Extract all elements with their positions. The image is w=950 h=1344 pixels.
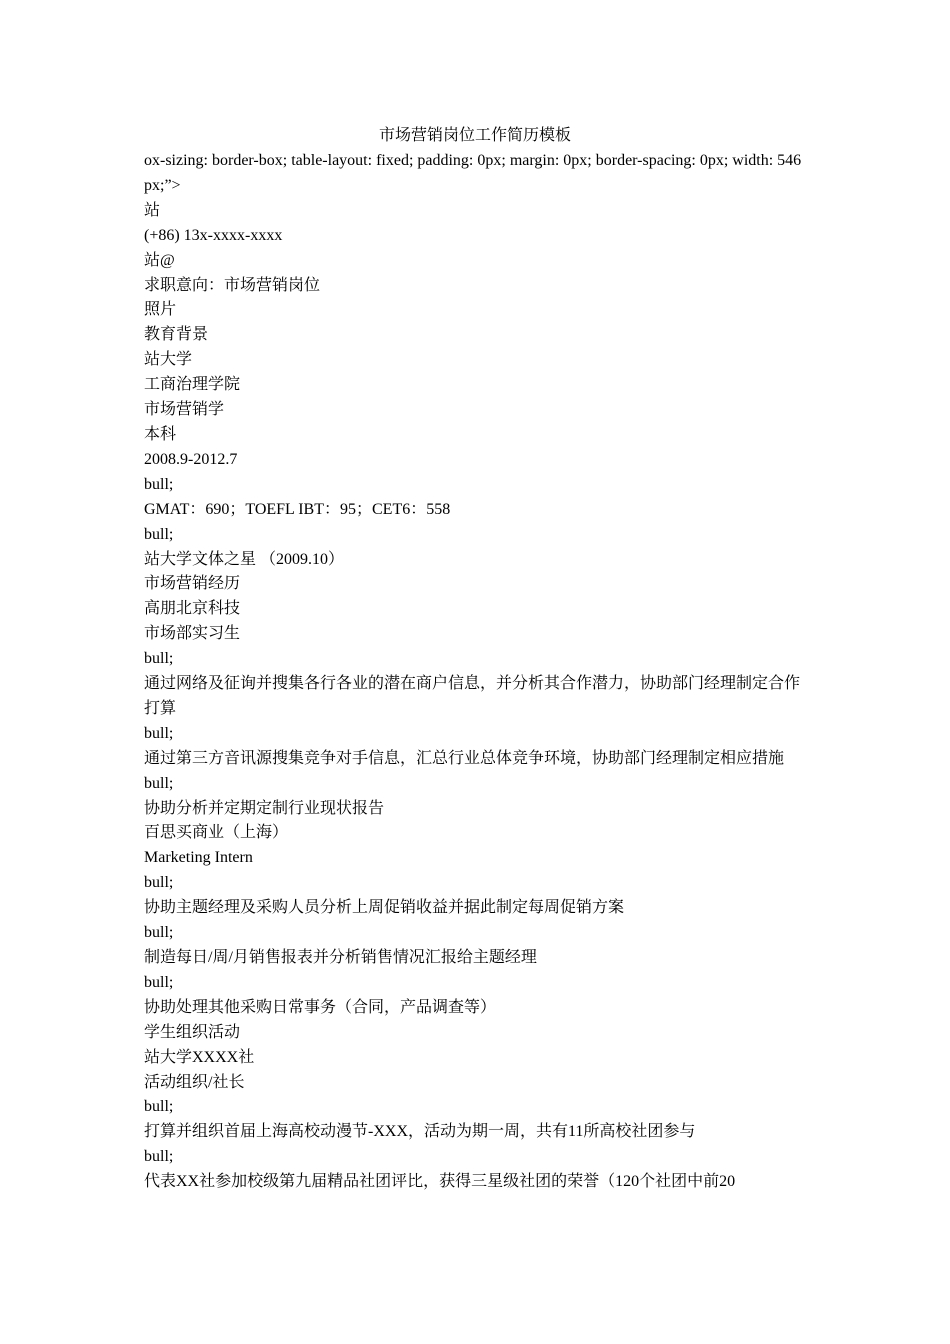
text-line: 通过网络及征询并搜集各行各业的潜在商户信息，并分析其合作潜力，协助部门经理制定合作打算 xyxy=(144,675,801,717)
text-line: 活动组织/社长 xyxy=(144,1073,245,1091)
text-line: bull; xyxy=(144,1148,174,1166)
text-line: 工商治理学院 xyxy=(144,376,241,394)
text-line: 站大学 xyxy=(144,351,193,369)
text-line: 高朋北京科技 xyxy=(144,600,241,618)
text-line: bull; xyxy=(144,724,174,742)
text-line: ox-sizing: border-box; table-layout: fixed; padding: 0px; margin: 0px; border-spacing: 0px; width: 546px;”> xyxy=(144,152,802,194)
document-body xyxy=(144,149,808,1195)
text-line: 站大学文体之星 （2009.10） xyxy=(144,550,345,568)
text-line: 站 xyxy=(144,201,161,219)
text-line: bull; xyxy=(144,1098,174,1116)
text-line: bull; xyxy=(144,924,174,942)
text-line: 协助主题经理及采购人员分析上周促销收益并据此制定每周促销方案 xyxy=(144,899,625,917)
text-line: bull; xyxy=(144,973,174,991)
text-line: 本科 xyxy=(144,425,177,443)
text-line: bull; xyxy=(144,874,174,892)
text-line: 站大学XXXX社 xyxy=(144,1048,255,1066)
text-line: 协助分析并定期定制行业现状报告 xyxy=(144,799,385,817)
text-line: 2008.9-2012.7 xyxy=(144,450,238,468)
text-line: bull; xyxy=(144,475,174,493)
text-line: 市场营销学 xyxy=(144,401,225,419)
text-line: 市场营销经历 xyxy=(144,575,241,593)
text-line: bull; xyxy=(144,650,174,668)
text-line: 通过第三方音讯源搜集竞争对手信息，汇总行业总体竞争环境，协助部门经理制定相应措施 xyxy=(144,749,785,767)
text-line: 求职意向：市场营销岗位 xyxy=(144,276,321,294)
text-line: bull; xyxy=(144,525,174,543)
text-line: 打算并组织首届上海高校动漫节-XXX，活动为期一周，共有11所高校社团参与 xyxy=(144,1123,696,1141)
text-line: (+86) 13x-xxxx-xxxx xyxy=(144,226,283,244)
text-line: 代表XX社参加校级第九届精品社团评比，获得三星级社团的荣誉（120个社团中前20 xyxy=(144,1173,736,1191)
text-line: bull; xyxy=(144,774,174,792)
text-line: 教育背景 xyxy=(144,326,209,344)
document-title: 市场营销岗位工作简历模板 xyxy=(378,127,571,144)
text-line: 制造每日/周/月销售报表并分析销售情况汇报给主题经理 xyxy=(144,949,537,966)
text-line: 站@ xyxy=(144,251,175,269)
text-line: 市场部实习生 xyxy=(144,625,241,643)
text-line: Marketing Intern xyxy=(144,849,253,867)
text-line: 照片 xyxy=(144,301,177,319)
text-line: 协助处理其他采购日常事务（合同，产品调查等） xyxy=(144,998,497,1016)
text-line: 学生组织活动 xyxy=(144,1023,241,1041)
text-line: GMAT：690；TOEFL IBT：95；CET6：558 xyxy=(144,500,451,518)
text-line: 百思买商业（上海） xyxy=(144,824,289,842)
